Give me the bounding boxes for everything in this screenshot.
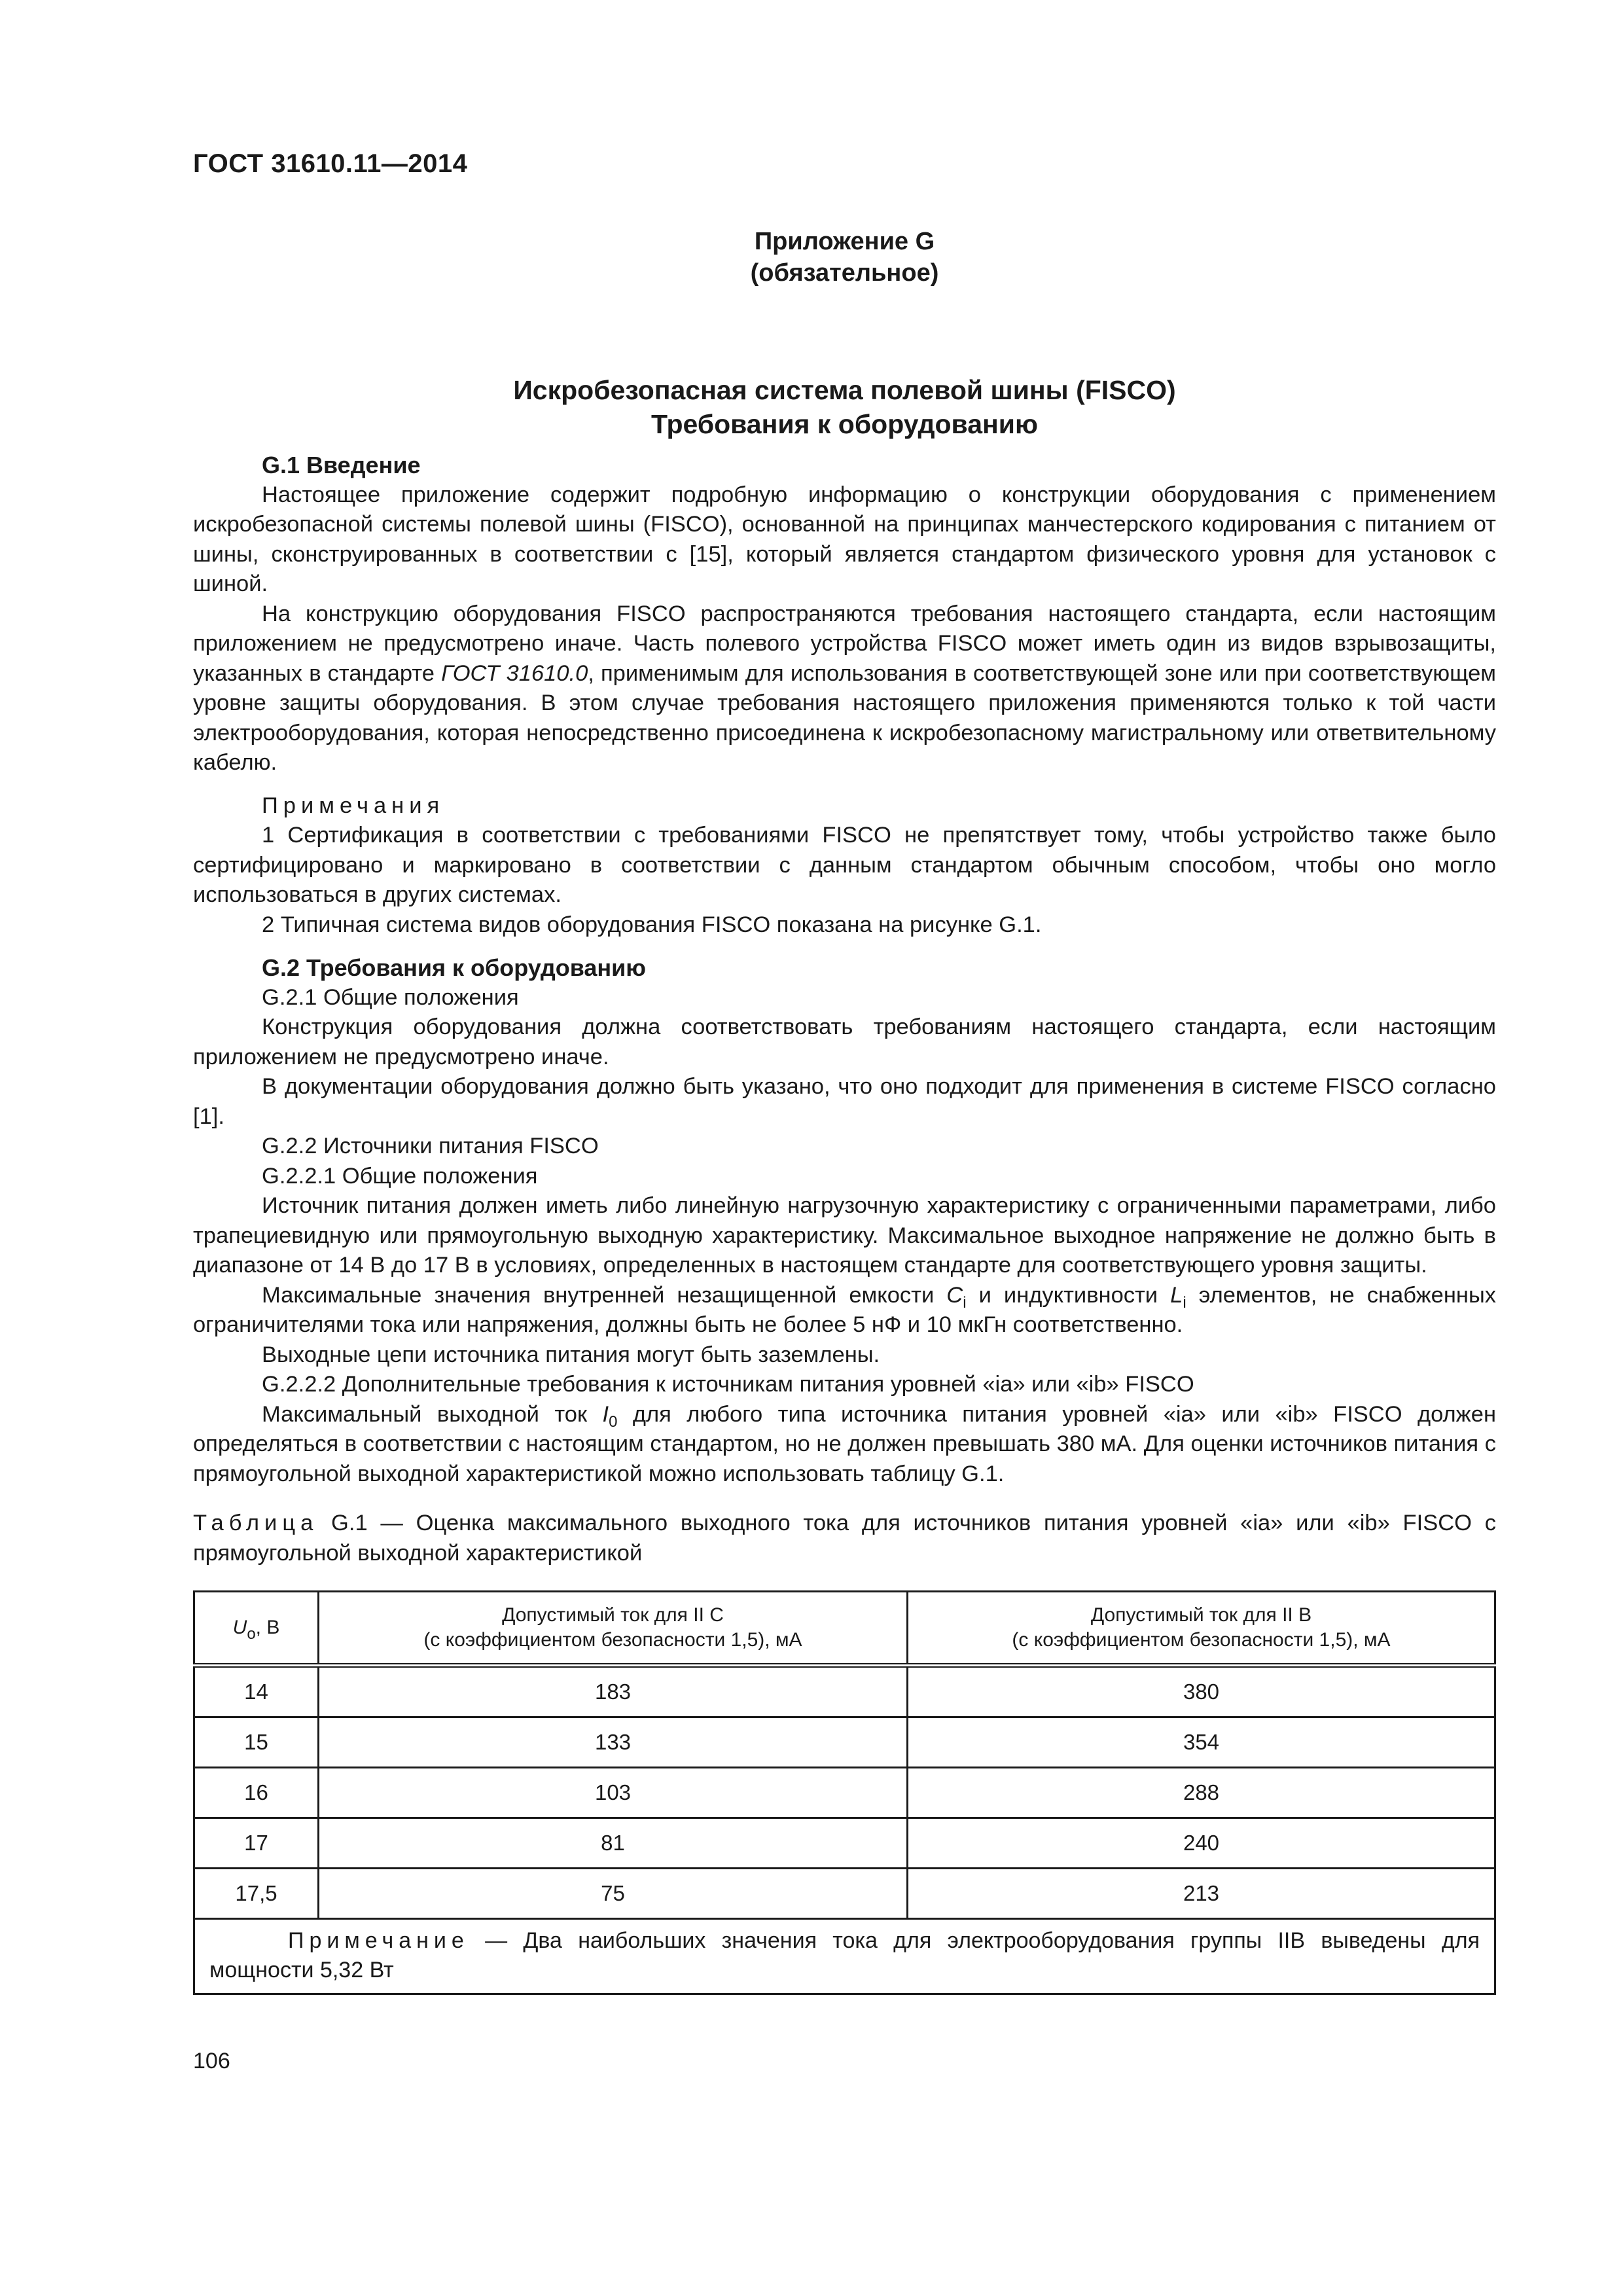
symbol-current-sub: 0 bbox=[609, 1412, 618, 1431]
standard-reference: ГОСТ 31610.0 bbox=[441, 660, 588, 686]
cell-iic: 183 bbox=[319, 1666, 908, 1717]
voltage-symbol: U bbox=[232, 1617, 247, 1638]
table-row bbox=[194, 1717, 1495, 1768]
appendix-title bbox=[193, 373, 1496, 441]
header-iib-line2: (с коэффициентом безопасности 1,5), мА bbox=[1012, 1629, 1391, 1651]
cell-voltage: 15 bbox=[194, 1717, 319, 1768]
symbol-capacitance: C bbox=[946, 1282, 963, 1308]
voltage-symbol-sub: o bbox=[247, 1625, 256, 1643]
cell-voltage: 16 bbox=[194, 1768, 319, 1818]
symbol-inductance: L bbox=[1170, 1282, 1183, 1308]
document-body bbox=[193, 450, 1496, 1995]
cell-iib: 240 bbox=[908, 1818, 1495, 1869]
section-g1-heading: G.1 Введение bbox=[262, 452, 421, 478]
table-note-text: — Два наибольших значения тока для электрооборудования группы IIB выведены для мощности 5,32 Вт bbox=[209, 1928, 1480, 1982]
table-row bbox=[194, 1666, 1495, 1717]
header-voltage bbox=[194, 1592, 319, 1666]
appendix-title-line2: Требования к оборудованию bbox=[651, 409, 1039, 439]
g1-paragraph-2 bbox=[193, 600, 1496, 778]
g21-paragraph-1: Конструкция оборудования должна соответствовать требованиям настоящего стандарта, если настоящим приложением не предусмотрено иначе. bbox=[193, 1014, 1496, 1069]
subsection-g22: G.2.2 Источники питания FISCO bbox=[262, 1134, 599, 1158]
g221-paragraph-3: Выходные цепи источника питания могут быть заземлены. bbox=[262, 1342, 880, 1367]
g1-paragraph-1: Настоящее приложение содержит подробную информацию о конструкции оборудования с применением искробезопасной системы полевой шины (FISCO), основанной на принципах манчестерского кодирования с питанием от шины, сконструированных в соответствии с [15], который является стандартом физического уровня для установок с шиной. bbox=[193, 482, 1496, 596]
g221-paragraph-1: Источник питания должен иметь либо линейную нагрузочную характеристику с ограниченными параметрами, либо трапециевидную или прямоугольную выходную характеристику. Максимальное выходное напряжение не должно быть в диапазоне от 14 В до 17 В в условиях, определенных в настоящем стандарте для соответствующего уровня защиты. bbox=[193, 1193, 1496, 1278]
header-iic-line1: Допустимый ток для II C bbox=[502, 1604, 724, 1626]
g221-p2-part-a: Максимальные значения внутренней незащищенной емкости bbox=[262, 1282, 947, 1308]
g221-p2-part-c: элементов, не снабженных ограничителями тока или напряжения, должны быть не более 5 нФ и 10 мкГн соответственно. bbox=[193, 1282, 1496, 1337]
g221-p2-part-b: и индуктивности bbox=[966, 1282, 1171, 1308]
table-row bbox=[194, 1768, 1495, 1818]
table-caption-label: Таблица bbox=[193, 1511, 319, 1535]
header-current-iic bbox=[319, 1592, 908, 1666]
table-note-row bbox=[194, 1919, 1495, 1994]
header-iic-line2: (с коэффициентом безопасности 1,5), мА bbox=[423, 1629, 802, 1651]
symbol-capacitance-sub: i bbox=[963, 1293, 967, 1312]
section-g2-heading: G.2 Требования к оборудованию bbox=[262, 954, 646, 981]
voltage-unit: , В bbox=[255, 1617, 280, 1638]
cell-iic: 75 bbox=[319, 1869, 908, 1919]
g1-p2-part-b: , применимым для использования в соответствующей зоне или при соответствующем уровне защиты оборудования. В этом случае требования настоящего приложения применяются только к той части электрооборудования, которая непосредственно присоединена к искробезопасному магистральному или ответвительному кабелю. bbox=[193, 660, 1496, 775]
g221-paragraph-2 bbox=[193, 1281, 1496, 1340]
cell-voltage: 17,5 bbox=[194, 1869, 319, 1919]
appendix-name: Приложение G bbox=[754, 228, 935, 255]
cell-iib: 288 bbox=[908, 1768, 1495, 1818]
cell-iib: 380 bbox=[908, 1666, 1495, 1717]
subsection-g21: G.2.1 Общие положения bbox=[262, 984, 519, 1010]
document-header: ГОСТ 31610.11—2014 bbox=[193, 149, 468, 178]
table-note bbox=[194, 1919, 1495, 1994]
table-row bbox=[194, 1869, 1495, 1919]
notes-label-text: Примечания bbox=[262, 793, 445, 818]
g222-p1-part-a: Максимальный выходной ток bbox=[262, 1401, 603, 1427]
table-caption bbox=[193, 1509, 1496, 1568]
g1-p2-part-a: На конструкцию оборудования FISCO распространяются требования настоящего стандарта, если настоящим приложением не предусмотрено иначе. Часть полевого устройства FISCO может иметь один из видов взрывозащиты, указанных в стандарте bbox=[193, 601, 1496, 686]
table-caption-text: G.1 — Оценка максимального выходного тока для источников питания уровней «ia» или «ib» FISCO с прямоугольной выходной характеристикой bbox=[193, 1511, 1496, 1566]
cell-iib: 213 bbox=[908, 1869, 1495, 1919]
current-table bbox=[193, 1590, 1496, 1995]
note-2: 2 Типичная система видов оборудования FISCO показана на рисунке G.1. bbox=[262, 912, 1042, 937]
header-iib-line1: Допустимый ток для II B bbox=[1090, 1604, 1312, 1626]
symbol-current: I bbox=[602, 1401, 609, 1427]
table-row bbox=[194, 1818, 1495, 1869]
header-current-iib bbox=[908, 1592, 1495, 1666]
subsection-g222: G.2.2.2 Дополнительные требования к источникам питания уровней «ia» или «ib» FISCO bbox=[262, 1372, 1194, 1397]
subsection-g221: G.2.2.1 Общие положения bbox=[262, 1163, 538, 1189]
appendix-label bbox=[193, 226, 1496, 289]
table-header-row bbox=[194, 1592, 1495, 1666]
note-1: 1 Сертификация в соответствии с требованиями FISCO не препятствует тому, чтобы устройство также было сертифицировано и маркировано в соответствии с данным стандартом обычным способом, чтобы оно могло использоваться в других системах. bbox=[193, 823, 1496, 907]
cell-iic: 103 bbox=[319, 1768, 908, 1818]
page-number: 106 bbox=[193, 2049, 230, 2073]
g222-p1-part-b: для любого типа источника питания уровней «ia» или «ib» FISCO должен определяться в соответствии с настоящим стандартом, но не должен превышать 380 мА. Для оценки источников питания с прямоугольной выходной характеристикой можно использовать таблицу G.1. bbox=[193, 1401, 1496, 1486]
table-note-label: Примечание bbox=[288, 1928, 469, 1953]
cell-iic: 133 bbox=[319, 1717, 908, 1768]
symbol-inductance-sub: i bbox=[1183, 1293, 1186, 1312]
notes-label bbox=[193, 791, 1496, 821]
appendix-status: (обязательное) bbox=[750, 259, 939, 287]
cell-iib: 354 bbox=[908, 1717, 1495, 1768]
cell-voltage: 14 bbox=[194, 1666, 319, 1717]
cell-voltage: 17 bbox=[194, 1818, 319, 1869]
g222-paragraph-1 bbox=[193, 1400, 1496, 1490]
cell-iic: 81 bbox=[319, 1818, 908, 1869]
appendix-title-line1: Искробезопасная система полевой шины (FISCO) bbox=[513, 375, 1176, 405]
g21-paragraph-2: В документации оборудования должно быть указано, что оно подходит для применения в системе FISCO согласно [1]. bbox=[193, 1074, 1496, 1129]
